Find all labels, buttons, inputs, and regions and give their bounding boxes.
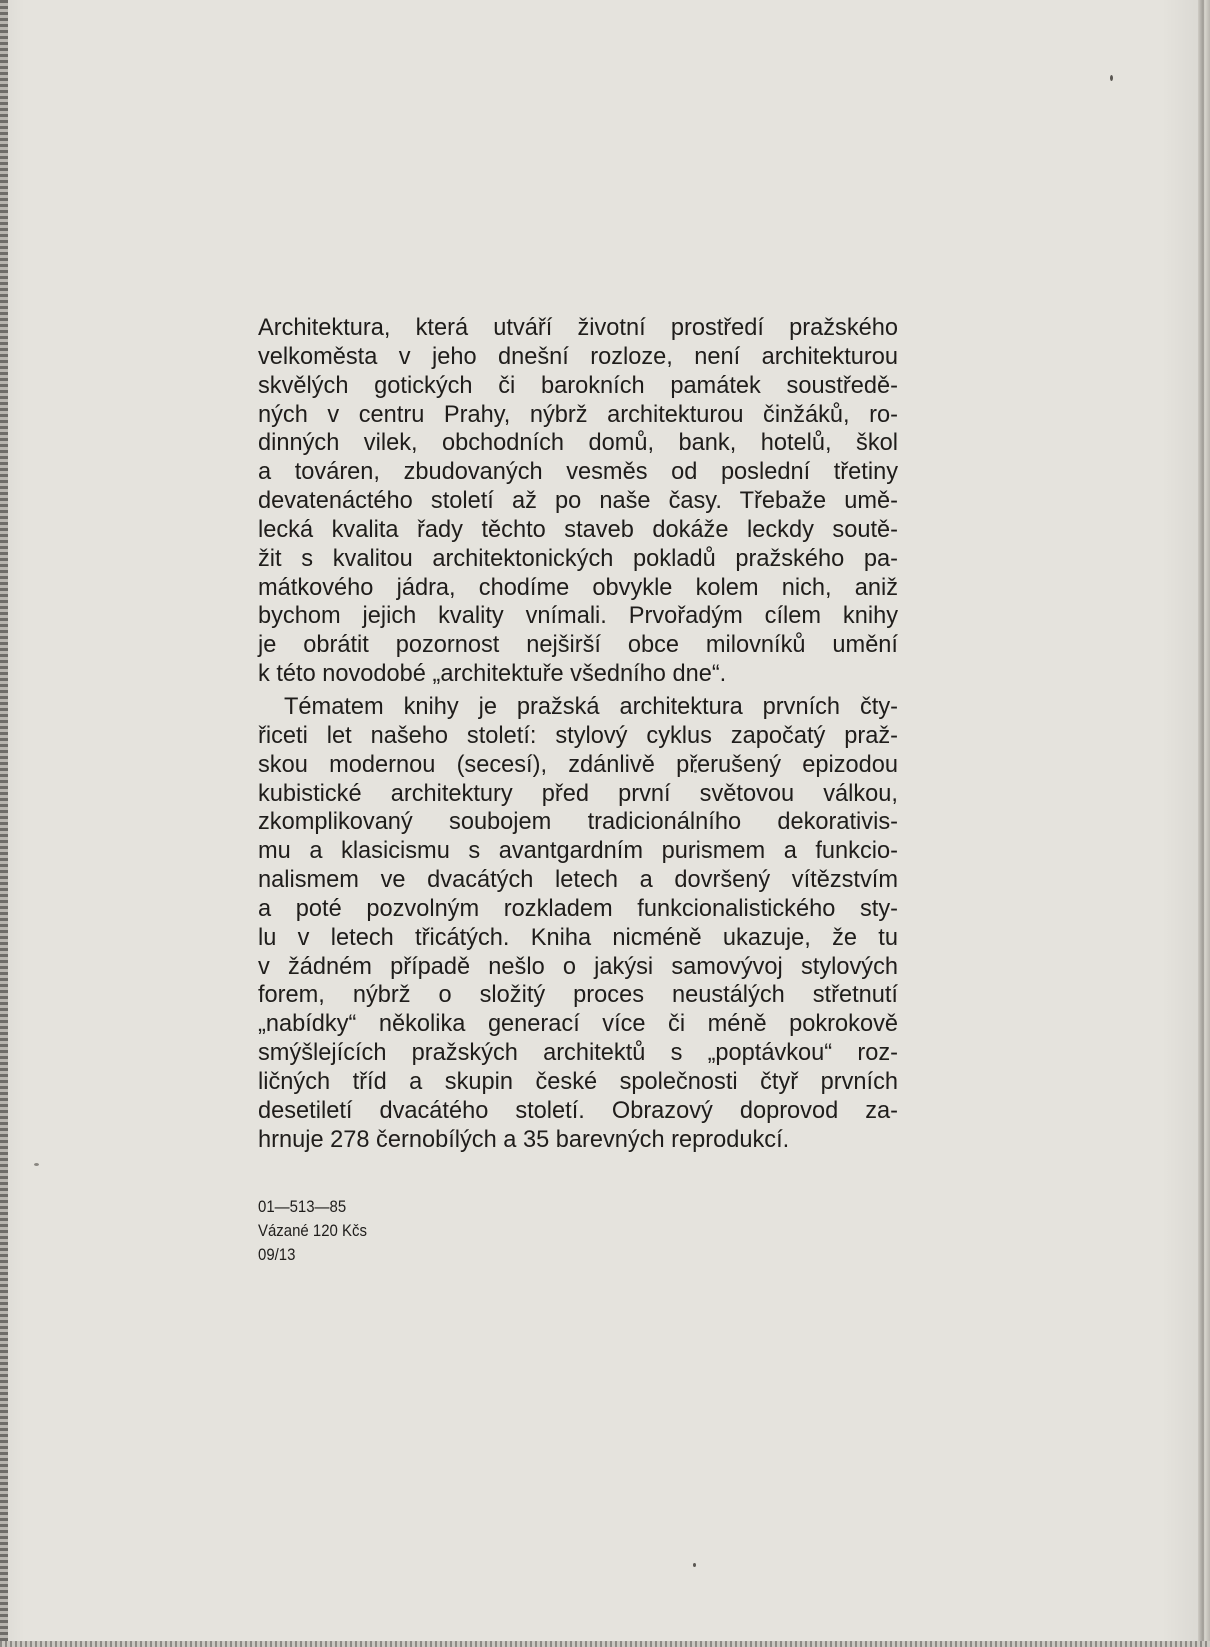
imprint-group: 09/13: [258, 1245, 296, 1264]
blurb-text: [258, 314, 898, 1154]
text-line: lu v letech třicátých. Kniha nicméně ukazuje, že tu: [258, 924, 898, 951]
text-line: a poté pozvolným rozkladem funkcionalistického sty-: [258, 895, 898, 922]
text-line: řiceti let našeho století: stylový cyklus započatý praž-: [258, 722, 898, 749]
text-line: devatenáctého století až po naše časy. Třebaže umě-: [258, 488, 898, 515]
text-line: hrnuje 278 černobílých a 35 barevných reprodukcí.: [258, 1126, 790, 1153]
text-line: Tématem knihy je pražská architektura prvních čty-: [284, 693, 898, 720]
imprint-price: Vázané 120 Kčs: [258, 1221, 367, 1240]
cover-right-edge: [1198, 0, 1210, 1647]
text-line: skvělých gotických či barokních památek soustředě-: [258, 372, 898, 399]
text-line: zkomplikovaný soubojem tradicionálního dekorativis-: [258, 809, 898, 836]
text-line: je obrátit pozornost nejširší obce milovníků umění: [258, 632, 898, 659]
blurb-paragraph-2: [258, 693, 898, 1155]
text-line: k této novodobé „architektuře všedního dne“.: [258, 661, 727, 688]
text-line: a továren, zbudovaných vesměs od poslední třetiny: [258, 459, 898, 486]
text-line: Architektura, která utváří životní prostředí pražského: [258, 315, 898, 341]
text-line: nalismem ve dvacátých letech a dovršený vítězstvím: [258, 867, 898, 894]
text-line: forem, nýbrž o složitý proces neustálých střetnutí: [258, 982, 898, 1009]
text-line: mátkového jádra, chodíme obvykle kolem nich, aniž: [258, 574, 898, 601]
text-line: mu a klasicismu s avantgardním purismem a funkcio-: [258, 838, 898, 865]
cover-left-edge: [0, 0, 8, 1647]
text-line: smýšlejících pražských architektů s „poptávkou“ roz-: [258, 1040, 898, 1067]
text-line: „nabídky“ několika generací více či méně pokrokově: [258, 1011, 898, 1038]
text-line: v žádném případě nešlo o jakýsi samovývoj stylových: [258, 953, 898, 980]
text-line: lecká kvalita řady těchto staveb dokáže leckdy soutě-: [258, 516, 898, 543]
text-line: skou modernou (secesí), zdánlivě přerušený epizodou: [258, 751, 898, 778]
paper-speck: [34, 1163, 39, 1166]
text-line: velkoměsta v jeho dnešní rozloze, není architekturou: [258, 343, 898, 370]
text-line: dinných vilek, obchodních domů, bank, hotelů, škol: [258, 430, 898, 457]
text-line: kubistické architektury před první světovou válkou,: [258, 780, 898, 807]
cover-bottom-edge: [0, 1641, 1210, 1647]
text-line: ličných tříd a skupin české společnosti čtyř prvních: [258, 1068, 898, 1095]
text-line: žit s kvalitou architektonických pokladů pražského pa-: [258, 545, 898, 572]
paper-speck: [1110, 75, 1113, 81]
text-line: bychom jejich kvality vnímali. Prvořadým cílem knihy: [258, 603, 898, 630]
text-line: desetiletí dvacátého století. Obrazový doprovod za-: [258, 1097, 898, 1124]
imprint-block: [258, 1195, 367, 1267]
text-line: ných v centru Prahy, nýbrž architekturou činžáků, ro-: [258, 401, 898, 428]
imprint-code: 01—513—85: [258, 1197, 347, 1216]
paper-speck: [693, 1563, 696, 1567]
blurb-paragraph-1: [258, 314, 898, 689]
